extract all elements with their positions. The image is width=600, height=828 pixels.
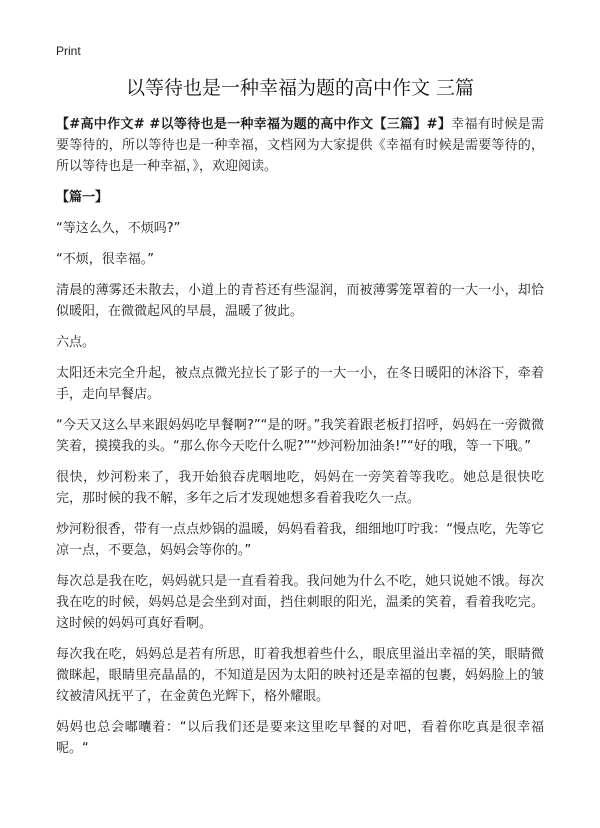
intro-paragraph — [56, 114, 544, 177]
intro-tags: 【#高中作文# #以等待也是一种幸福为题的高中作文【三篇】#】 — [56, 117, 452, 132]
paragraph-8: 炒河粉很香，带有一点点炒锅的温暖，妈妈看着我，细细地叮咛我：“慢点吃，先等它凉一点，不要急，妈妈会等你的。” — [56, 522, 544, 558]
paragraph-11: 妈妈也总会嘟囔着：“以后我们还是要来这里吃早餐的对吧，看着你吃真是很幸福呢。“ — [56, 720, 544, 756]
paragraph-3: 清晨的薄雾还未散去，小道上的青苔还有些湿润，而被薄雾笼罩着的一大一小，却恰似暖阳，在微微起风的早晨，温暖了彼此。 — [56, 283, 544, 319]
paragraph-7: 很快，炒河粉来了，我开始狼吞虎咽地吃，妈妈在一旁笑着等我吃。她总是很快吃完，那时候的我不解，多年之后才发现她想多看着我吃久一点。 — [56, 470, 544, 506]
document-title: 以等待也是一种幸福为题的高中作文 三篇 — [125, 77, 475, 99]
paragraph-5: 太阳还未完全升起，被点点微光拉长了影子的一大一小，在冬日暖阳的沐浴下，牵着手，走向早餐店。 — [56, 366, 544, 402]
paragraph-2: “不烦，很幸福。” — [56, 252, 154, 267]
paragraph-9: 每次总是我在吃，妈妈就只是一直看着我。我问她为什么不吃，她只说她不饿。每次我在吃的时候，妈妈总是会坐到对面，挡住刺眼的阳光，温柔的笑着，看着我吃完。这时候的妈妈可真好看啊。 — [56, 574, 544, 631]
section-heading: 【篇一】 — [56, 190, 109, 205]
print-label: Print — [56, 44, 81, 58]
paragraph-6: “今天又这么早来跟妈妈吃早餐啊?”“是的呀。”我笑着跟老板打招呼，妈妈在一旁微微笑着，摸摸我的头。“那么你今天吃什么呢?”“炒河粉加油条!”“好的哦，等一下哦。” — [56, 418, 544, 454]
paragraph-1: “等这么久，不烦吗?” — [56, 221, 181, 236]
paragraph-10: 每次我在吃，妈妈总是若有所思，盯着我想着些什么，眼底里溢出幸福的笑，眼睛微微眯起，眼睛里亮晶晶的，不知道是因为太阳的映衬还是幸福的包裹，妈妈脸上的皱纹被清风抚平了，在金黄色光辉下，格外耀眼。 — [56, 647, 544, 704]
paragraph-4: 六点。 — [56, 335, 96, 350]
intro-text: 幸福有时候是需要等待的，所以等待也是一种幸福，文档网为大家提供《幸福有时候是需要等待的，所以等待也是一种幸福，》，欢迎阅读。 — [56, 117, 544, 174]
